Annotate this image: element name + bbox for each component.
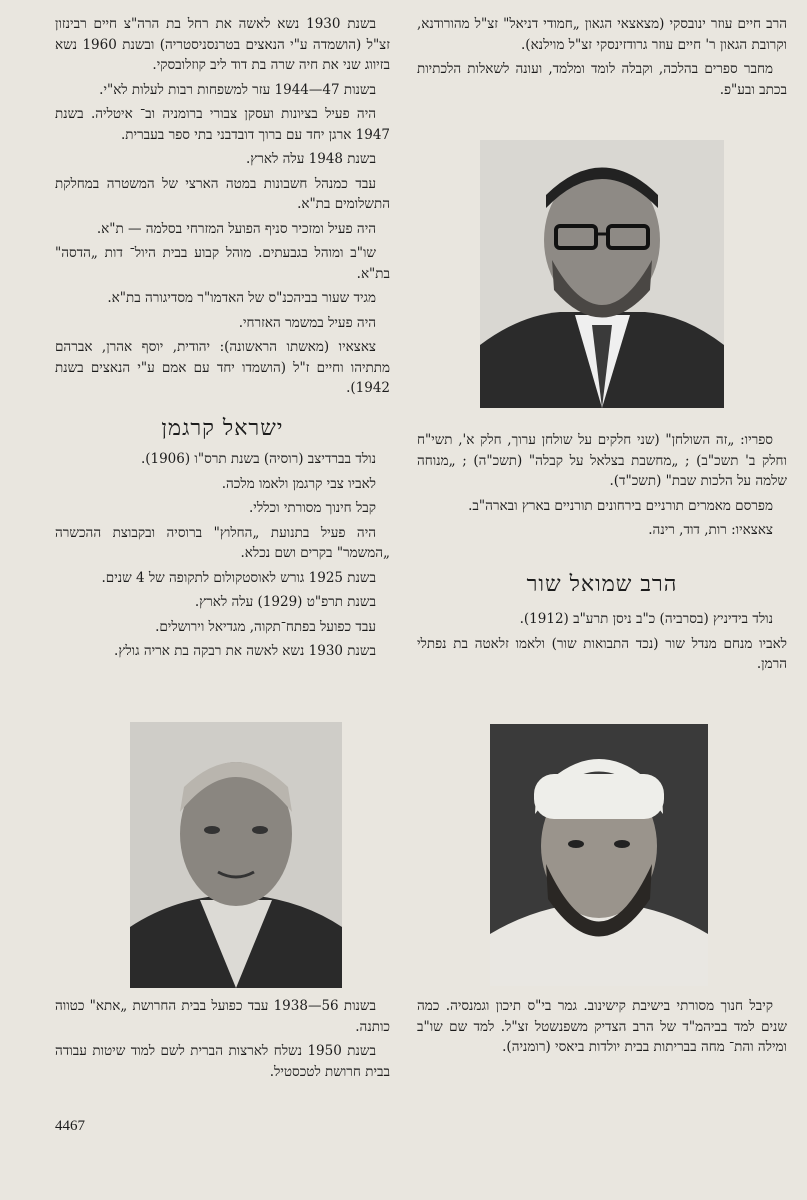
section-heading-israel-kargman: ישראל קרגמן <box>161 415 284 441</box>
paragraph-civil-guard: היה פעיל במשמר האזרחי. <box>238 314 376 331</box>
paragraph-kargman-parents: לאביו צבי קרגמן ולאמו מלכה. <box>221 475 376 492</box>
paragraph-police-work: עבד כמנהל חשבונות במטה הארצי של המשטרה במחלקת התשלומים בת"א. <box>55 175 390 212</box>
paragraph-parents: לאביו מנחם מנדל שור (נכד התבואות שור) ולאמו זלאטה בת נפתלי הרמן. <box>417 635 787 672</box>
paragraph-ancestry: הרב חיים עוזר ינובסקי (מצאצאי הגאון „חמודי דניאל" זצ"ל מהורודנא, וקרובת הגאון ר' חיים עוזר גרודזינסקי זצ"ל מוילנא). <box>417 16 787 53</box>
portrait-photo-rabbi-glasses <box>480 140 724 408</box>
left-column-top <box>55 14 390 666</box>
right-column-top <box>417 14 787 104</box>
paragraph-kargman-usa: בשנת 1950 נשלח לארצות הברית לשם למוד שיטות עבודה בבית חרושת לטכסטיל. <box>55 1043 390 1080</box>
paragraph-birth: נולד בידיניץ (בסרביה) כ"ב ניסן תרע"ב (1912). <box>519 611 773 627</box>
page-number: 4467 <box>55 1118 85 1134</box>
section-heading-shmuel-shor: הרב שמואל שור <box>526 571 678 597</box>
paragraph-mizrahi: היה פעיל ומזכיר סניף הפועל המזרחי בסלמה — ת"א. <box>96 220 376 237</box>
paragraph-kargman-marriage: בשנת 1930 נשא לאשה את רבקה בת אריה גולץ. <box>114 643 376 659</box>
paragraph-zionism: היה פעיל בציונות ועסקן צבורי ברומניה וב־ איטליה. בשנת 1947 ארגן יחד עם ברוך דובדבני בתי ספר בעברית. <box>55 106 390 143</box>
paragraph-kargman-hechalutz: היה פעיל בתנועת „החלוץ" ברוסיה ובקבוצת ההכשרה „המשמר" בקרים ושם נכלא. <box>55 524 390 561</box>
portrait-photo-israel-kargman <box>130 722 342 988</box>
left-column-bottom <box>55 996 390 1086</box>
right-column-bottom <box>417 996 787 1062</box>
paragraph-kargman-education: קבל חינוך מסורתי וכללי. <box>249 500 376 516</box>
paragraph-kargman-ata: בשנות 56—1938 עבד כפועל בבית החרושת „אתא" כטווה כותנה. <box>55 998 390 1035</box>
paragraph-kargman-birth: נולד בברדיצב (רוסיה) בשנת תרס"ו (1906). <box>140 451 376 467</box>
paragraph-kargman-work: עבד כפועל בפתח־תקוה, מגדיאל וירושלים. <box>155 618 376 635</box>
paragraph-descendants: צאצאיו: רות, דוד, רינה. <box>648 522 773 538</box>
paragraph-author: מחבר ספרים בהלכה, וקבלה לומד ומלמד, ועונה לשאלות הלכתיות בכתב ובע"פ. <box>417 61 787 98</box>
paragraph-immigration: בשנת 1948 עלה לארץ. <box>245 151 376 167</box>
paragraph-aliyah-help: בשנות 47—1944 עזר למשפחות רבות לעלות לא"י. <box>99 81 376 98</box>
paragraph-lecture: מגיד שעור בביהכנ"ס של האדמו"ר מסדיגורה בת"א. <box>107 290 376 306</box>
portrait-photo-rabbi-beard <box>490 724 708 986</box>
paragraph-children: צאצאיו (מאשתו הראשונה): יהודית, יוסף אהרן, אברהם מתתיהו וחיים ז"ל (הושמדו יחד עם אמם ע"י הנאצים בשנת 1942). <box>55 339 390 396</box>
paragraph-books: ספריו: „זה השולחן" (שני חלקים על שולחן ערוך, חלק א', תשי"ח וחלק ב' תשכ"ב) ; „מחשבת בצלאל על קבלה" (תשכ"ה) ; „מנוחה שלמה על הלכות שבת" (תשכ"ד). <box>417 432 787 489</box>
paragraph-kargman-exile: בשנת 1925 גורש לאוסטקולום לתקופה של 4 שנים. <box>101 569 376 586</box>
right-column-middle <box>417 430 787 679</box>
paragraph-education: קיבל חנוך מסורתי בישיבת קישינוב. גמר בי"ס תיכון וגמנסיה. כמה שנים למד בביהמ"ד של הרב הצדיק משפנשטל זצ"ל. למד שם שו"ב ומילה והת־ מחה בבריתות בבית יולדות ביאסי (רומניה). <box>417 998 787 1055</box>
paragraph-marriage: בשנת 1930 נשא לאשה את רחל בת הרה"צ חיים רבינזון זצ"ל (הושמדה ע"י הנאצים בטרנסניסטריה) ובשנת 1960 נשא בזיווג שני את חיה שרה בת דוד ליב קוזלובסקי. <box>55 16 390 73</box>
paragraph-articles: מפרסם מאמרים תורניים בירחונים תורניים בארץ ובארה"ב. <box>468 497 773 514</box>
paragraph-mohel: שו"ב ומוהל בגבעתים. מוהל קבוע בבית היול־ דות „הדסה" בת"א. <box>55 245 390 282</box>
paragraph-kargman-aliyah: בשנת תרפ"ט (1929) עלה לארץ. <box>194 594 376 610</box>
